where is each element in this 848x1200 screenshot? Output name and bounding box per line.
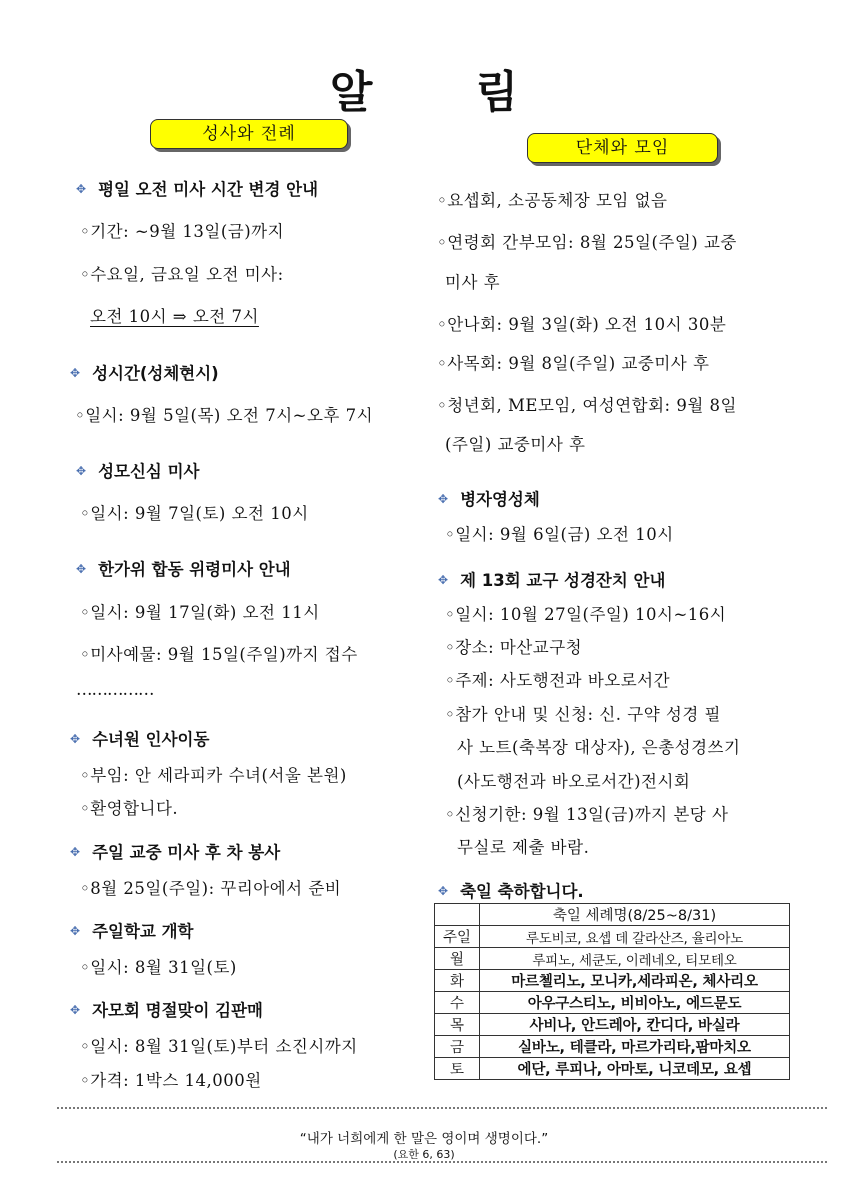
heading-marian-mass: ✥ 성모신심 미사	[76, 462, 200, 481]
names-cell: 루도비코, 요셉 데 갈라산즈, 율리아노	[480, 926, 790, 948]
text-line: ◦장소: 마산교구청	[445, 638, 583, 657]
text-line: ◦8월 25일(주일): 꾸리아에서 준비	[80, 879, 342, 898]
bullet-icon: ✥	[70, 845, 81, 859]
day-cell: 화	[435, 970, 480, 992]
text-line: ◦청년회, ME모임, 여성연합회: 9월 8일	[437, 396, 737, 415]
names-cell: 아우구스티노, 비비아노, 에드문도	[480, 992, 790, 1014]
table-row	[435, 992, 790, 1014]
text-line: ◦가격: 1박스 14,000원	[80, 1071, 262, 1090]
names-cell: 실바노, 테클라, 마르가리타,팜마치오	[480, 1036, 790, 1058]
text-line: ◦일시: 9월 6일(금) 오전 10시	[445, 525, 674, 544]
table-row	[435, 1036, 790, 1058]
bullet-icon: ✥	[438, 492, 449, 506]
table-header: 축일 세례명(8/25~8/31)	[480, 904, 790, 926]
bullet-icon: ✥	[70, 924, 81, 938]
text-line: ◦부임: 안 세라피카 수녀(서울 본원)	[80, 766, 347, 785]
heading-bible-festival: ✥ 제 13회 교구 성경잔치 안내	[438, 571, 666, 590]
names-cell: 사비나, 안드레아, 칸디다, 바실라	[480, 1014, 790, 1036]
table-header-row	[435, 904, 790, 926]
text-line: ◦환영합니다.	[80, 799, 179, 818]
text-line: ◦연령회 간부모임: 8월 25일(주일) 교중	[437, 233, 737, 252]
names-cell: 마르첼리노, 모니카,세라피온, 체사리오	[480, 970, 790, 992]
bullet-icon: ✥	[70, 366, 81, 380]
text-line: ◦일시: 9월 5일(목) 오전 7시~오후 7시	[75, 406, 374, 425]
heading-tea-service: ✥ 주일 교중 미사 후 차 봉사	[70, 843, 281, 862]
table-row	[435, 948, 790, 970]
bullet-icon: ✥	[438, 884, 449, 898]
heading-chuseok-mass: ✥ 한가위 합동 위령미사 안내	[76, 560, 291, 579]
table-row	[435, 1014, 790, 1036]
text-line: ◦일시: 9월 7일(토) 오전 10시	[80, 504, 309, 523]
bullet-icon: ✥	[438, 573, 449, 587]
text-line: ◦안나회: 9월 3일(화) 오전 10시 30분	[437, 315, 727, 334]
bullet-icon: ✥	[76, 562, 87, 576]
bullet-icon: ✥	[70, 1003, 81, 1017]
text-line: ◦일시: 8월 31일(토)부터 소진시까지	[80, 1037, 358, 1056]
bullet-icon: ✥	[70, 732, 81, 746]
text-line: (사도행전과 바오로서간)전시회	[457, 772, 691, 791]
footer-source: (요한 6, 63)	[393, 1148, 455, 1161]
names-cell: 루피노, 세쿤도, 이레네오, 티모테오	[480, 948, 790, 970]
text-line: ◦일시: 9월 17일(화) 오전 11시	[80, 603, 320, 622]
day-cell: 월	[435, 948, 480, 970]
table-row	[435, 926, 790, 948]
text-line: ◦기간: ~9월 13일(금)까지	[80, 222, 285, 241]
bullet-icon: ✥	[76, 464, 87, 478]
text-line: ◦참가 안내 및 신청: 신. 구약 성경 필	[445, 705, 721, 724]
day-cell: 금	[435, 1036, 480, 1058]
page-title: 알 림	[329, 67, 563, 118]
table-corner-cell	[435, 904, 480, 926]
heading-sisters: ✥ 수녀원 인사이동	[70, 730, 210, 749]
text-line: ◦요셉회, 소공동체장 모임 없음	[437, 191, 668, 210]
heading-holy-hour: ✥ 성시간(성체현시)	[70, 364, 219, 383]
feast-day-table	[434, 903, 790, 1080]
heading-feast-day: ✥ 축일 축하합니다.	[438, 882, 584, 901]
table-row	[435, 1058, 790, 1080]
heading-sick-communion: ✥ 병자영성체	[438, 490, 540, 509]
day-cell: 수	[435, 992, 480, 1014]
footer-quote: “내가 너희에게 한 말은 영이며 생명이다.”	[299, 1131, 549, 1147]
day-cell: 토	[435, 1058, 480, 1080]
text-line: ◦수요일, 금요일 오전 미사:	[80, 265, 284, 284]
text-line: ◦미사예물: 9월 15일(주일)까지 접수	[80, 645, 358, 664]
text-line: ◦일시: 8월 31일(토)	[80, 958, 237, 977]
text-line: 오전 10시 ⇒ 오전 7시	[90, 307, 259, 326]
text-line: ◦주제: 사도행전과 바오로서간	[445, 671, 671, 690]
section-badge-groups: 단체와 모임	[527, 133, 718, 163]
heading-weekday-mass: ✥ 평일 오전 미사 시간 변경 안내	[76, 180, 319, 199]
names-cell: 에단, 루피나, 아마토, 니코데모, 요셉	[480, 1058, 790, 1080]
table-row	[435, 970, 790, 992]
heading-seaweed-sale: ✥ 자모회 명절맞이 김판매	[70, 1001, 263, 1020]
text-line: 사 노트(축복장 대상자), 은총성경쓰기	[457, 738, 741, 757]
section-badge-liturgy: 성사와 전례	[150, 119, 348, 149]
day-cell: 목	[435, 1014, 480, 1036]
text-line: ◦일시: 10월 27일(주일) 10시~16시	[445, 605, 727, 624]
heading-sunday-school: ✥ 주일학교 개학	[70, 922, 194, 941]
text-line: ◦사목회: 9월 8일(주일) 교중미사 후	[437, 354, 710, 373]
text-line: 미사 후	[445, 273, 501, 292]
text-line: (주일) 교중미사 후	[445, 435, 586, 454]
bullet-icon: ✥	[76, 182, 87, 196]
day-cell: 주일	[435, 926, 480, 948]
dotted-separator: ……………	[76, 680, 154, 699]
footer-divider-top	[57, 1107, 827, 1109]
text-line: 무실로 제출 바람.	[457, 838, 590, 857]
text-line: ◦신청기한: 9월 13일(금)까지 본당 사	[445, 805, 729, 824]
footer-divider-bottom	[57, 1161, 827, 1163]
